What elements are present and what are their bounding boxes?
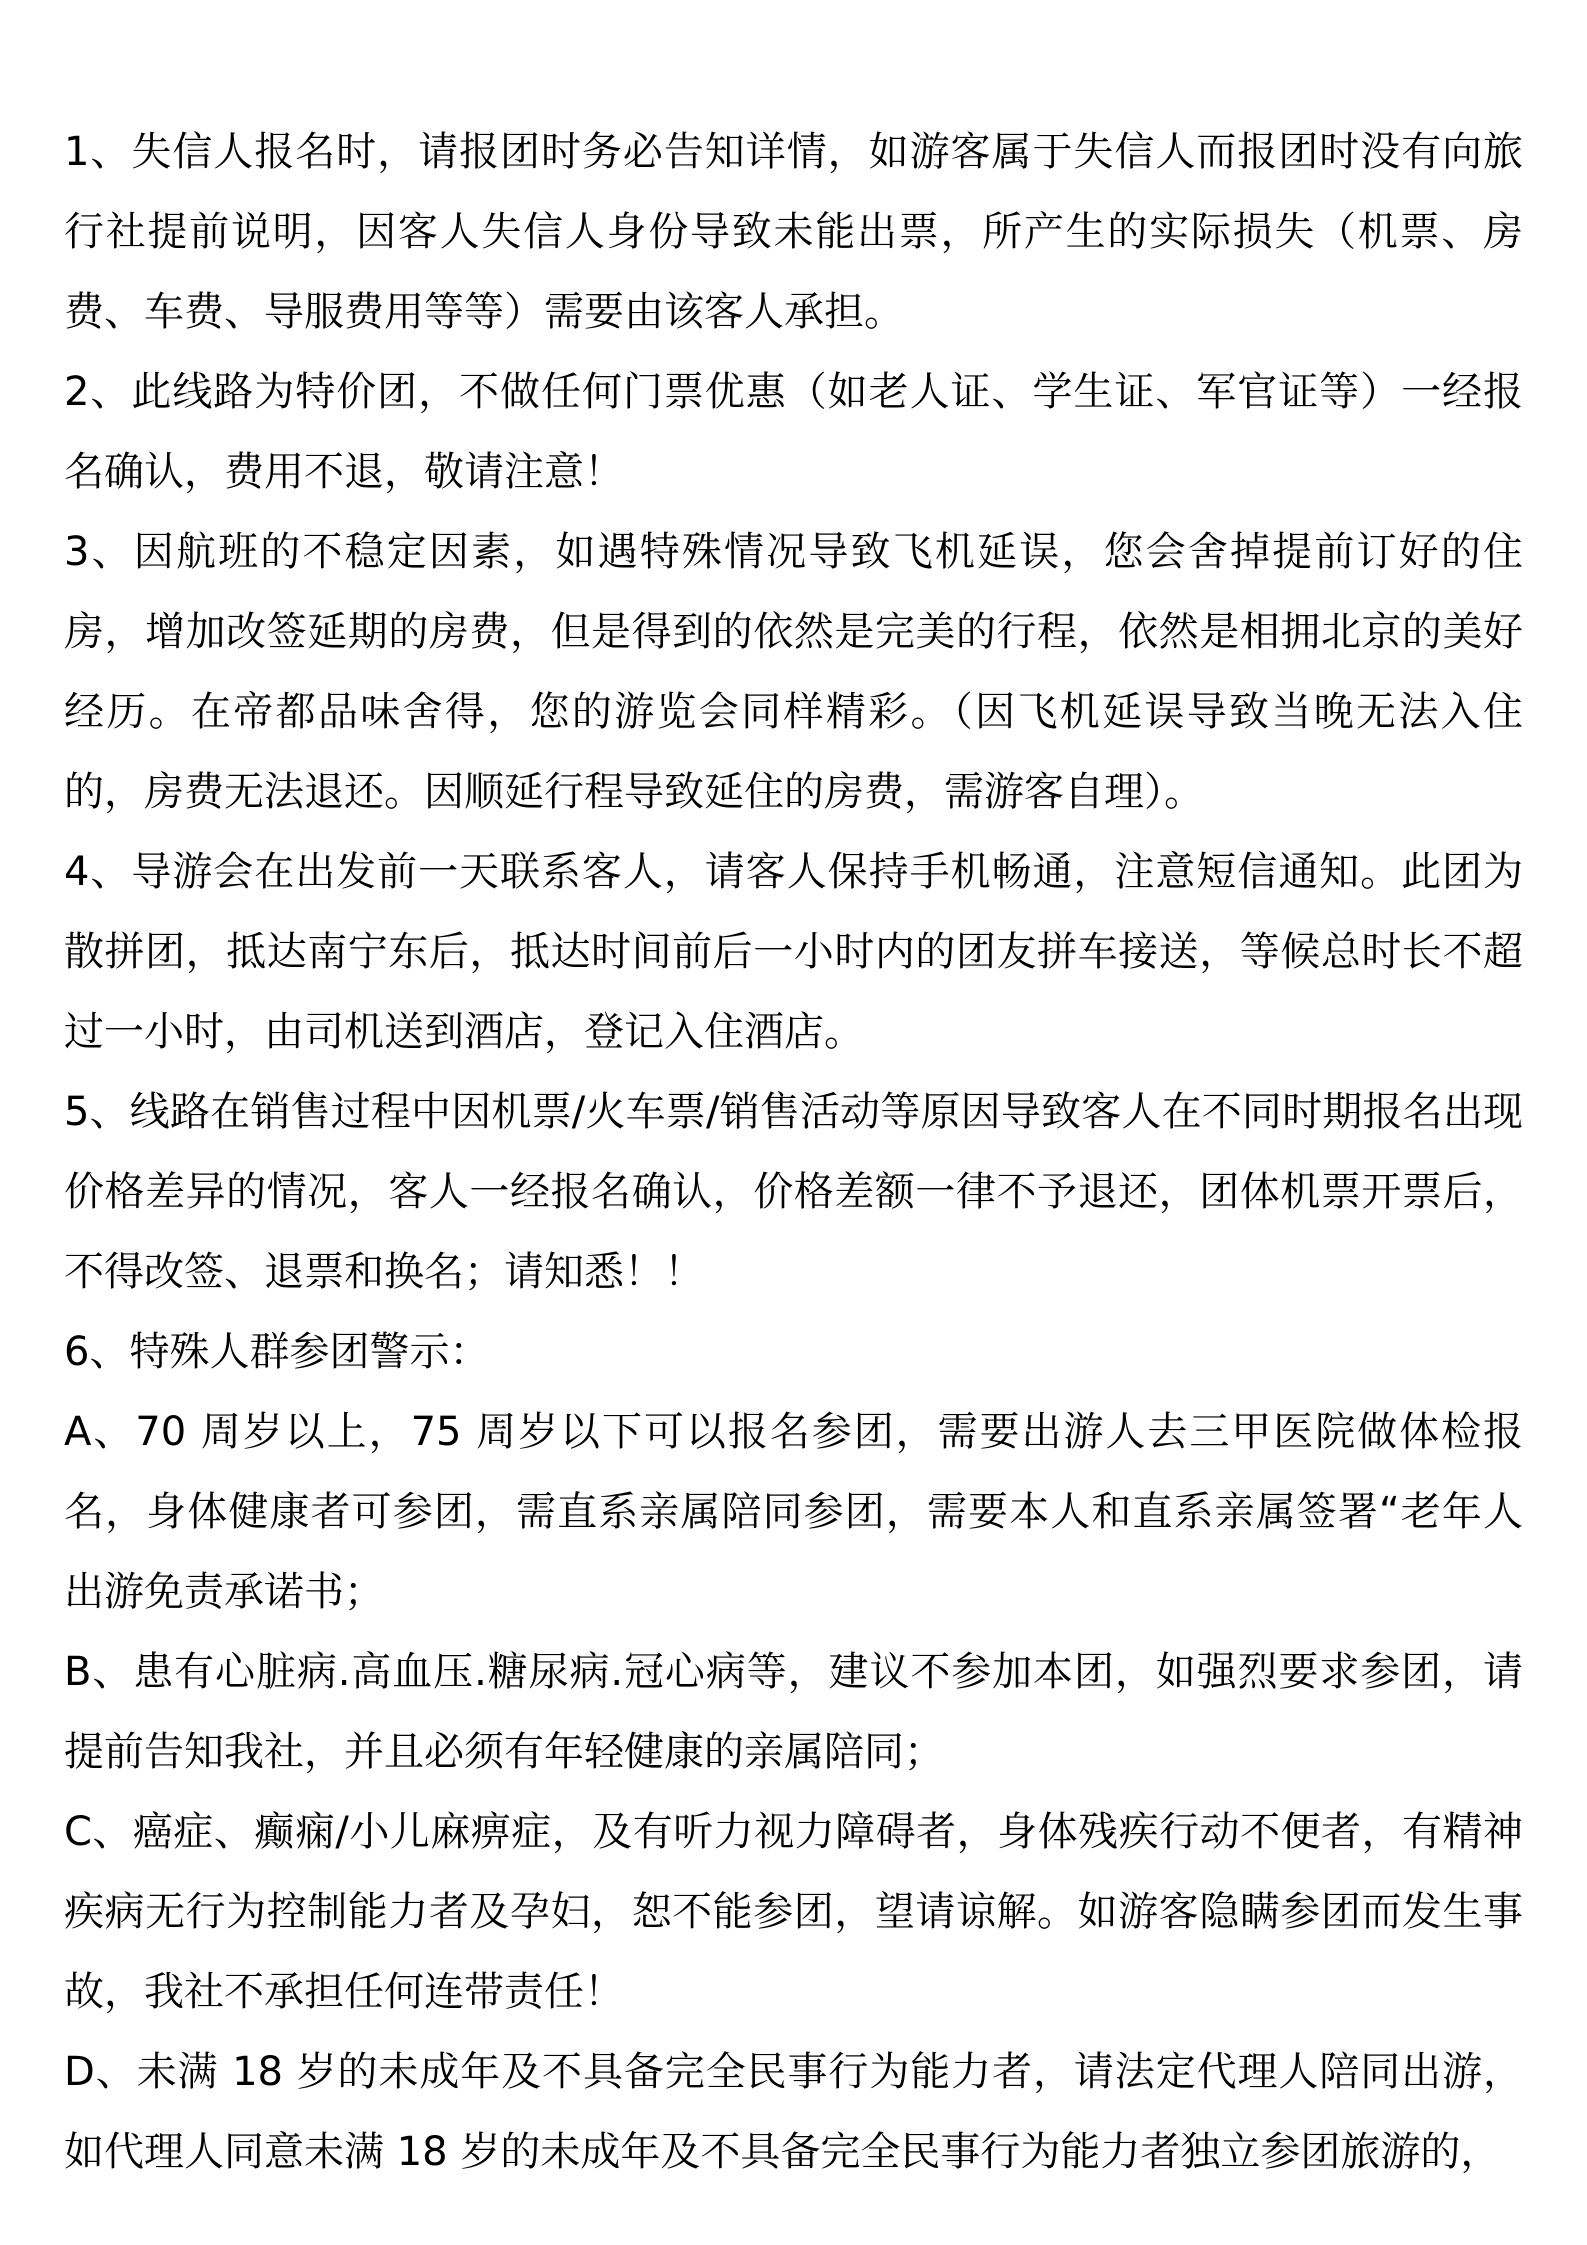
notice-item-1: 1、失信人报名时，请报团时务必告知详情，如游客属于失信人而报团时没有向旅行社提前说明，因客人失信人身份导致未能出票，所产生的实际损失（机票、房费、车费、导服费用等等）需要由该客人承担。 — [64, 129, 1523, 335]
notice-item-6-heading: 6、特殊人群参团警示： — [64, 1329, 490, 1375]
notice-item-6a: A、70 周岁以上，75 周岁以下可以报名参团，需要出游人去三甲医院做体检报名，身体健康者可参团，需直系亲属陪同参团，需要本人和直系亲属签署“老年人出游免责承诺书； — [64, 1409, 1523, 1615]
notice-item-6d: D、未满 18 岁的未成年及不具备完全民事行为能力者，请法定代理人陪同出游，如代理人同意未满 18 岁的未成年及不具备完全民事行为能力者独立参团旅游的， — [64, 2049, 1523, 2175]
notice-item-3: 3、因航班的不稳定因素，如遇特殊情况导致飞机延误，您会舍掉提前订好的住房，增加改签延期的房费，但是得到的依然是完美的行程，依然是相拥北京的美好经历。在帝都品味舍得，您的游览会同样精彩。（因飞机延误导致当晚无法入住的，房费无法退还。因顺延行程导致延住的房费，需游客自理）。 — [64, 529, 1523, 815]
notice-item-5: 5、线路在销售过程中因机票/火车票/销售活动等原因导致客人在不同时期报名出现价格差异的情况，客人一经报名确认，价格差额一律不予退还，团体机票开票后，不得改签、退票和换名；请知悉！！ — [64, 1089, 1523, 1295]
notice-item-6c: C、癌症、癫痫/小儿麻痹症，及有听力视力障碍者，身体残疾行动不便者，有精神疾病无行为控制能力者及孕妇，恕不能参团，望请谅解。如游客隐瞒参团而发生事故，我社不承担任何连带责任！ — [64, 1809, 1523, 2015]
notice-item-2: 2、此线路为特价团，不做任何门票优惠（如老人证、学生证、军官证等）一经报名确认，费用不退，敬请注意！ — [64, 369, 1523, 495]
notice-item-4: 4、导游会在出发前一天联系客人，请客人保持手机畅通，注意短信通知。此团为散拼团，抵达南宁东后，抵达时间前后一小时内的团友拼车接送，等候总时长不超过一小时，由司机送到酒店，登记入住酒店。 — [64, 849, 1523, 1055]
travel-notice-list — [64, 112, 1523, 2192]
notice-item-6b: B、患有心脏病.高血压.糖尿病.冠心病等，建议不参加本团，如强烈要求参团，请提前告知我社，并且必须有年轻健康的亲属陪同； — [64, 1649, 1523, 1775]
